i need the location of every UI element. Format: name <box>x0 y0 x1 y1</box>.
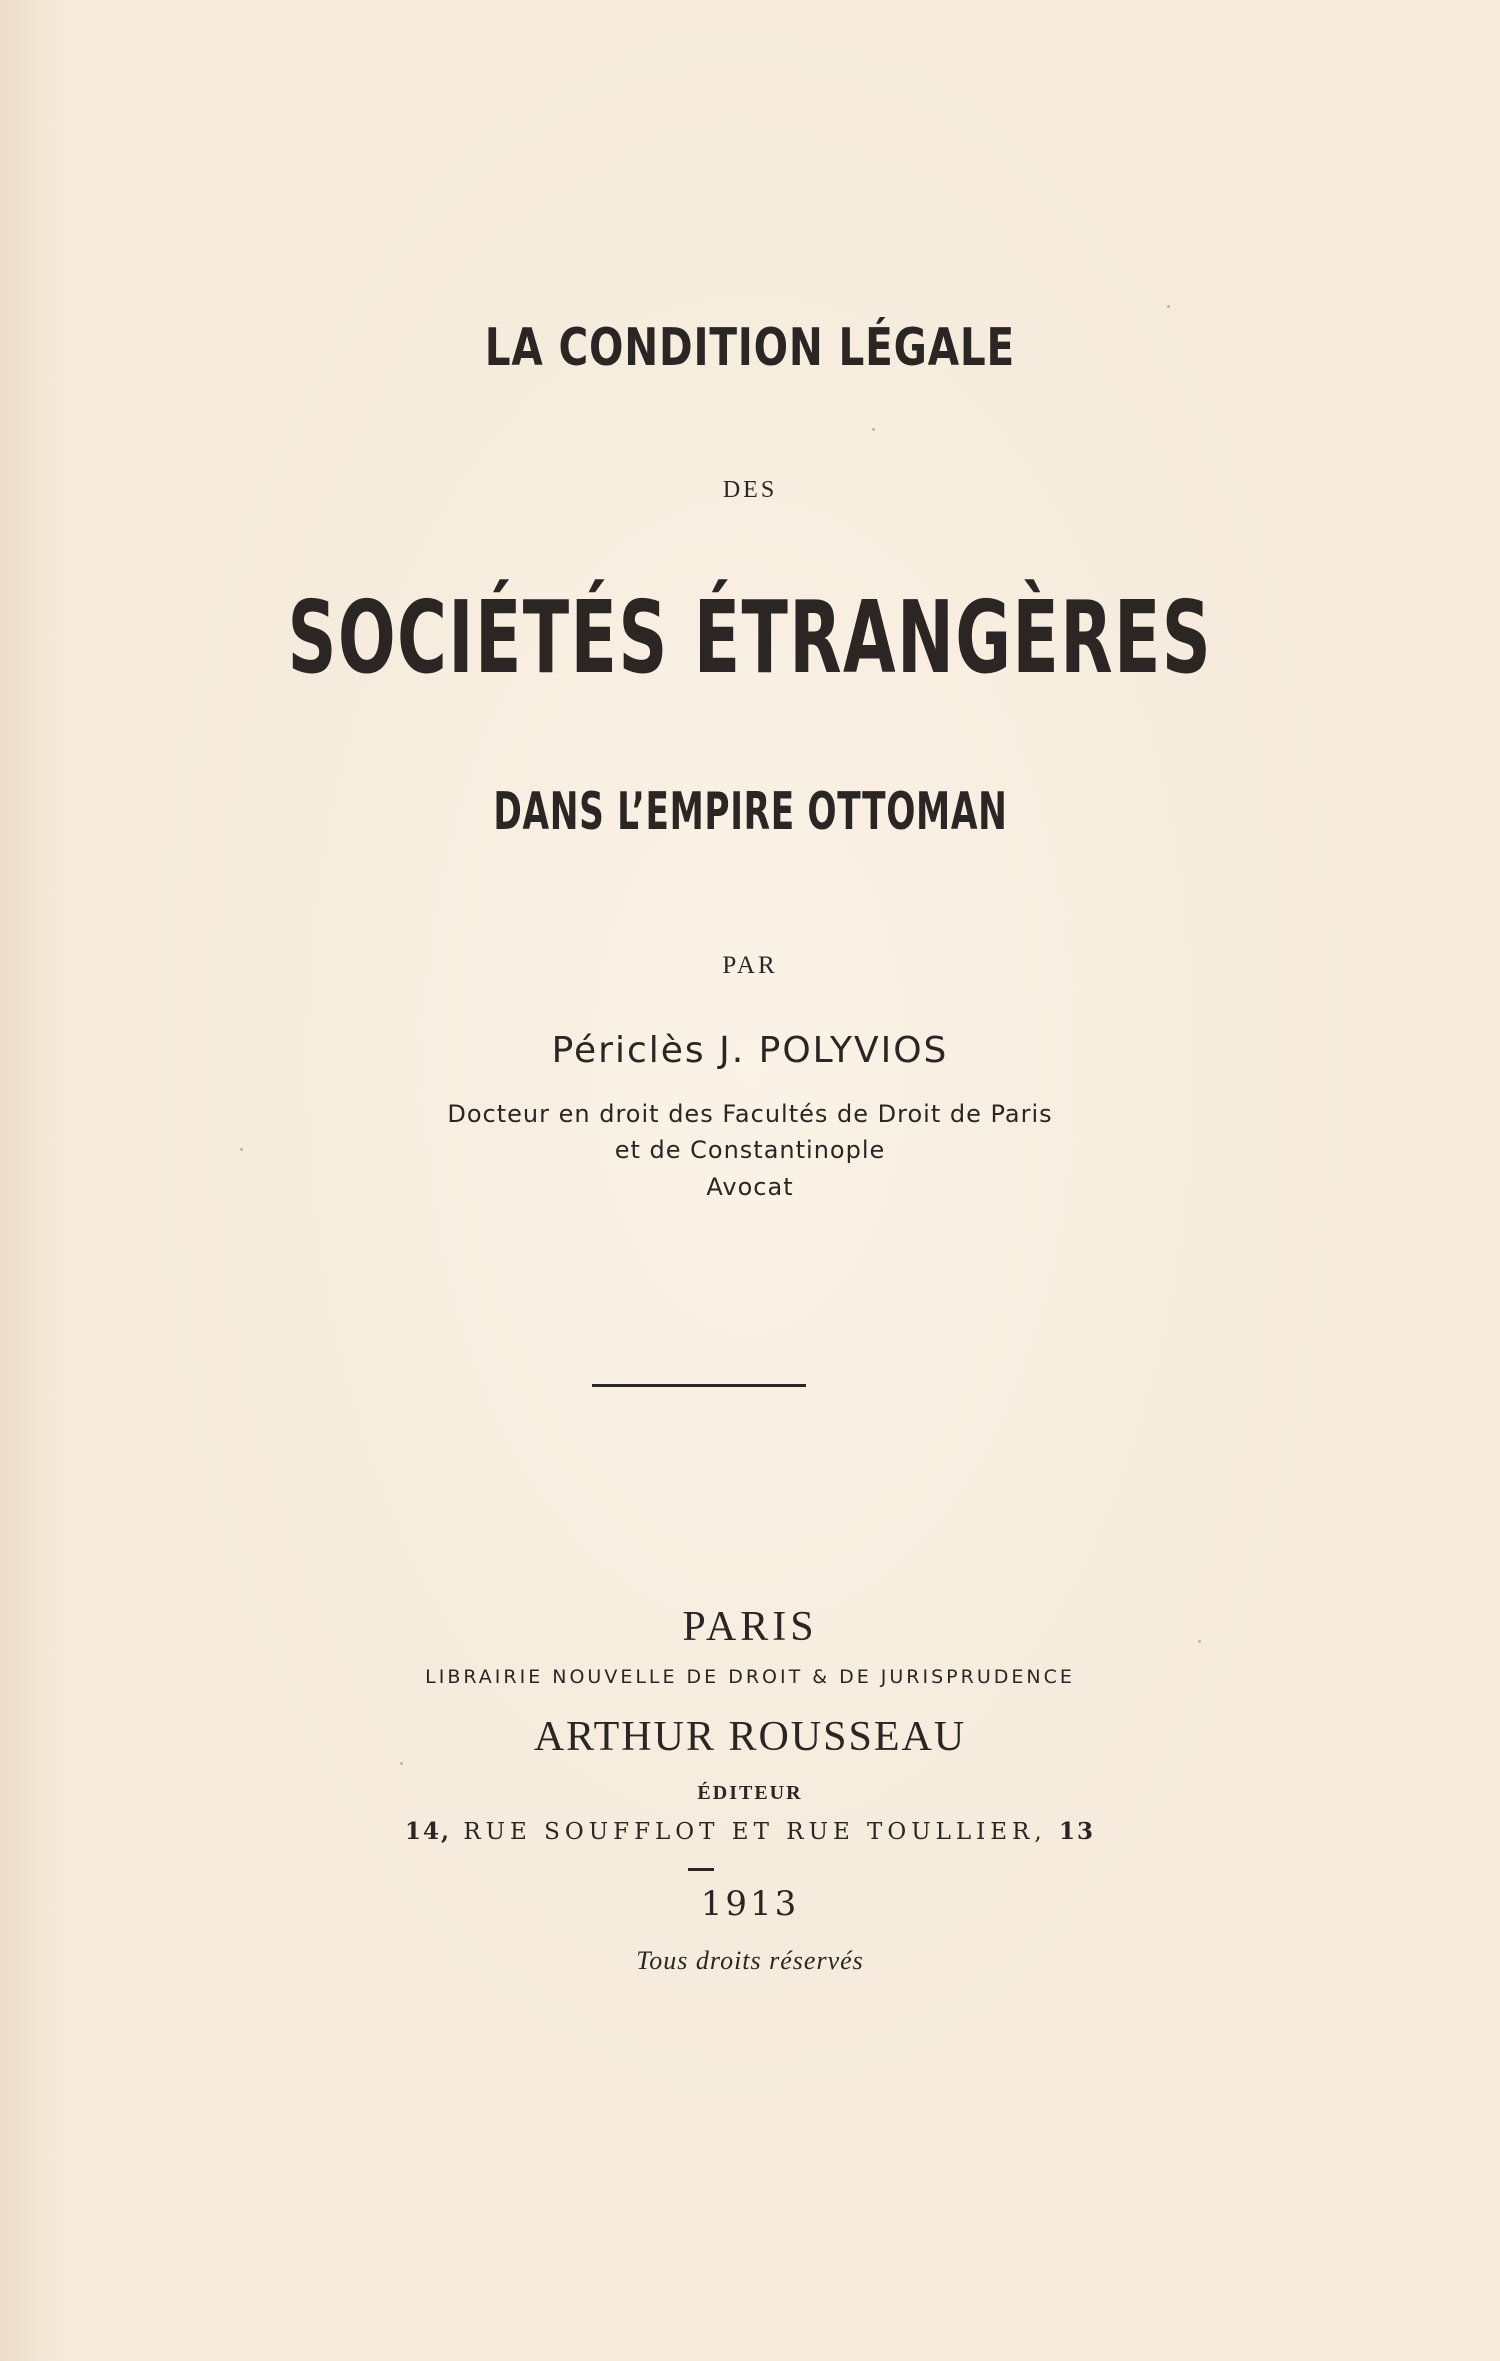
title-connector: DES <box>722 477 778 503</box>
paper-speck <box>1198 1640 1201 1643</box>
short-divider <box>688 1868 714 1871</box>
main-title-text: SOCIÉTÉS ÉTRANGÈRES <box>287 579 1213 696</box>
paper-speck <box>240 1148 243 1151</box>
paper-speck <box>1167 305 1170 308</box>
paper-speck <box>400 1762 403 1765</box>
address-number-start: 14, <box>404 1818 451 1845</box>
title-line-1 <box>0 318 1500 378</box>
subtitle-text: DANS L’EMPIRE OTTOMAN <box>492 782 1008 842</box>
imprint-publisher: ARTHUR ROUSSEAU <box>533 1714 967 1760</box>
imprint-publisher-role: ÉDITEUR <box>697 1782 803 1804</box>
imprint-city: PARIS <box>682 1604 818 1650</box>
author-name: Périclès J. POLYVIOS <box>551 1030 949 1071</box>
title-line-1-text: LA CONDITION LÉGALE <box>484 318 1016 378</box>
author-credential-2: et de Constantinople <box>614 1136 886 1164</box>
rights-notice: Tous droits réservés <box>636 1946 864 1975</box>
paper-speck <box>872 428 875 431</box>
subtitle <box>0 782 1500 842</box>
imprint-address <box>0 1820 1500 1844</box>
byline-par: PAR <box>722 952 778 979</box>
imprint-bookseller: LIBRAIRIE NOUVELLE DE DROIT & DE JURISPRUDENCE <box>425 1666 1075 1688</box>
divider-rule <box>592 1384 806 1387</box>
address-street: RUE SOUFFLOT ET RUE TOULLIER, <box>463 1819 1047 1845</box>
publication-year: 1913 <box>700 1884 800 1924</box>
author-credential-1: Docteur en droit des Facultés de Droit de Paris <box>447 1100 1053 1128</box>
author-credential-3: Avocat <box>706 1173 794 1201</box>
address-number-end: 13 <box>1059 1818 1096 1845</box>
main-title <box>0 579 1500 696</box>
